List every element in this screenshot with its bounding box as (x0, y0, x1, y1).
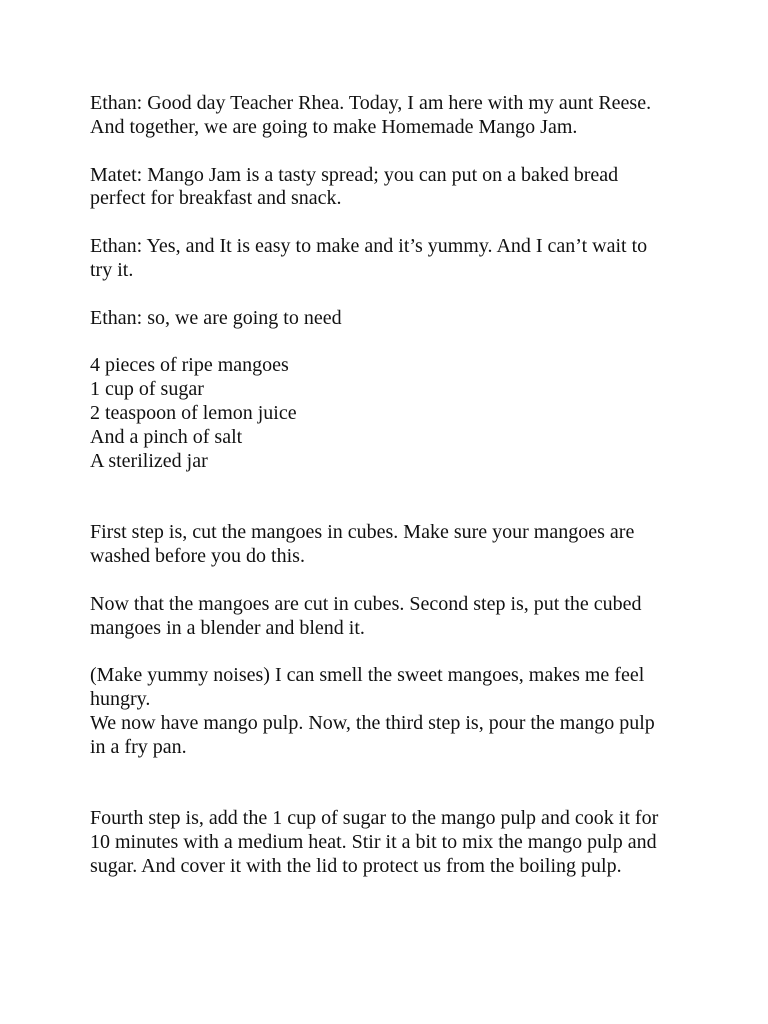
instruction-step-fourth (90, 807, 690, 879)
text-line: Fourth step is, add the 1 cup of sugar to the mango pulp and cook it for (90, 807, 659, 830)
text-line: 10 minutes with a medium heat. Stir it a bit to mix the mango pulp and (90, 831, 657, 854)
instruction-step-second (90, 593, 690, 641)
text-line: Matet: Mango Jam is a tasty spread; you can put on a baked bread (90, 163, 619, 186)
dialogue-paragraph-ethan-need (90, 307, 690, 331)
text-line: hungry. (90, 688, 151, 711)
ingredient-item: And a pinch of salt (90, 425, 243, 448)
text-line: First step is, cut the mangoes in cubes. Make sure your mangoes are (90, 521, 635, 544)
ingredient-item: 2 teaspoon of lemon juice (90, 401, 297, 424)
text-line: Ethan: Good day Teacher Rhea. Today, I am here with my aunt Reese. (90, 92, 652, 114)
text-line: Ethan: Yes, and It is easy to make and it’s yummy. And I can’t wait to (90, 235, 648, 258)
dialogue-paragraph-ethan-greeting (90, 92, 690, 140)
text-line: Now that the mangoes are cut in cubes. Second step is, put the cubed (90, 592, 642, 615)
text-line: (Make yummy noises) I can smell the sweet mangoes, makes me feel (90, 664, 645, 687)
instruction-step-third (90, 664, 690, 759)
ingredient-item: A sterilized jar (90, 449, 208, 472)
text-line: sugar. And cover it with the lid to protect us from the boiling pulp. (90, 855, 622, 877)
text-line: try it. (90, 258, 134, 281)
text-line: And together, we are going to make Homemade Mango Jam. (90, 115, 578, 138)
ingredient-item: 4 pieces of ripe mangoes (90, 354, 289, 377)
text-line: perfect for breakfast and snack. (90, 187, 342, 210)
dialogue-paragraph-matet (90, 164, 690, 212)
text-line: in a fry pan. (90, 735, 187, 758)
ingredients-list (90, 354, 690, 473)
text-line: washed before you do this. (90, 545, 305, 568)
instruction-step-first (90, 521, 690, 569)
ingredient-item: 1 cup of sugar (90, 378, 204, 401)
text-line: We now have mango pulp. Now, the third step is, pour the mango pulp (90, 711, 655, 734)
dialogue-paragraph-ethan-yummy (90, 235, 690, 283)
text-line: Ethan: so, we are going to need (90, 306, 342, 329)
text-line: mangoes in a blender and blend it. (90, 616, 365, 639)
document-body (90, 92, 690, 879)
